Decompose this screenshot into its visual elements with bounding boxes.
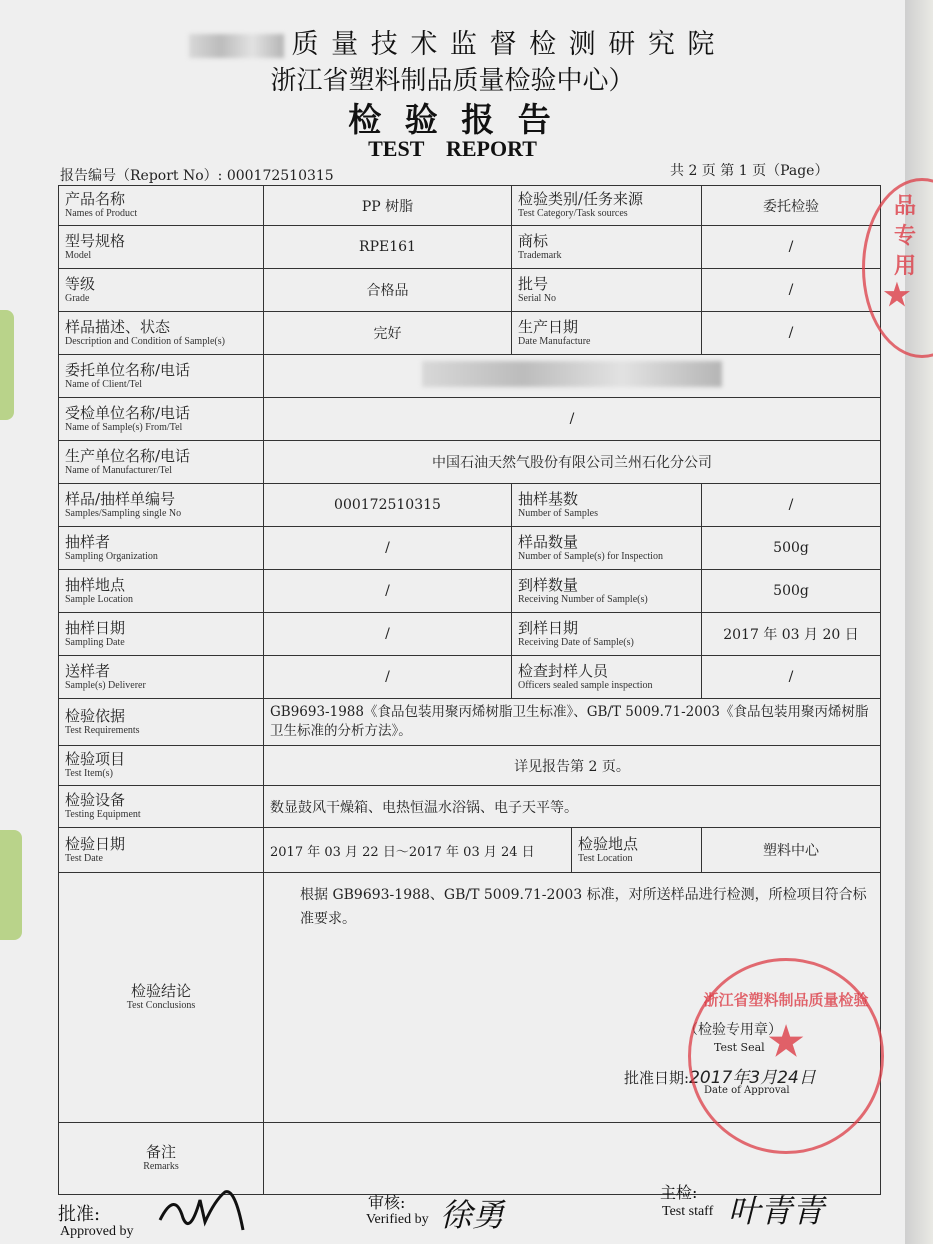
label-en: Test Conclusions: [126, 1000, 196, 1011]
manufacturer-value: 中国石油天然气股份有限公司兰州石化分公司: [264, 441, 881, 484]
client-value: [264, 355, 881, 398]
label-zh: 生产单位名称/电话: [65, 446, 191, 465]
test-items-value: 详见报告第 2 页。: [264, 746, 881, 786]
table-row: [59, 570, 881, 613]
label-cell: [59, 398, 264, 441]
table-row: [59, 786, 881, 828]
label-cell: [59, 527, 264, 570]
label-zh: 抽样日期: [65, 618, 126, 637]
label-zh: 备注: [145, 1143, 176, 1161]
top-seal-text: 品专用: [893, 193, 916, 279]
table-row: [59, 699, 881, 746]
model-value: RPE161: [264, 226, 512, 269]
label-zh: 等级: [65, 274, 96, 293]
sampler-value: /: [264, 527, 512, 570]
table-row: [59, 441, 881, 484]
conclusion-text: 根据 GB9693-1988、GB/T 5009.71-2003 标准，对所送样品进行检测，所检项目符合标准要求。: [300, 887, 867, 927]
label-en: Sampling Date: [65, 636, 125, 648]
label-en: Name of Client/Tel: [65, 378, 143, 390]
report-title-en: TEST REPORT: [368, 136, 537, 161]
label-en: Test Date: [65, 852, 103, 864]
table-row: [59, 746, 881, 786]
test-date-value: 2017 年 03 月 22 日～2017 年 03 月 24 日: [264, 828, 572, 873]
label-en: Test Category/Task sources: [518, 208, 628, 219]
institute-name-text: 质 量 技 术 监 督 检 测 研 究 院: [291, 29, 717, 60]
number-samples-value: /: [702, 484, 881, 527]
label-cell: [59, 699, 264, 746]
label-en: Number of Samples: [518, 507, 598, 519]
staff-label-en: Test staff: [662, 1204, 714, 1219]
test-location-value: 塑料中心: [702, 828, 881, 873]
label-en: Testing Equipment: [65, 809, 141, 820]
quantity-value: 500g: [702, 527, 881, 570]
approved-label-en: Approved by: [60, 1224, 134, 1239]
star-icon: ★: [883, 278, 911, 313]
inspection-seal-stamp: [688, 958, 884, 1154]
sample-from-value: /: [264, 398, 881, 441]
seal-label-zh: （检验专用章）: [684, 1022, 782, 1038]
table-row: [59, 828, 881, 873]
grade-value: 合格品: [264, 269, 512, 312]
category-value: 委托检验: [702, 186, 881, 226]
label-cell: [59, 441, 264, 484]
star-icon: ★: [768, 1018, 804, 1065]
label-zh: 商标: [518, 231, 549, 250]
description-value: 完好: [264, 312, 512, 355]
label-cell: [512, 484, 702, 527]
inspection-seal-text: 浙江省塑料制品质量检验: [703, 991, 869, 1009]
deliverer-value: /: [264, 656, 512, 699]
table-row: [59, 484, 881, 527]
folder-tab-lower: [0, 830, 22, 940]
label-zh: 样品/抽样单编号: [65, 489, 176, 508]
label-zh: 委托单位名称/电话: [65, 360, 191, 379]
seal-label-en: Test Seal: [714, 1041, 765, 1054]
label-en: Receiving Number of Sample(s): [518, 593, 648, 605]
label-zh: 检验项目: [65, 750, 126, 768]
label-en: Sampling Organization: [65, 550, 158, 562]
table-row: [59, 398, 881, 441]
label-cell: [59, 312, 264, 355]
table-row: [59, 186, 881, 226]
label-en: Remarks: [143, 1161, 179, 1172]
label-zh: 检验日期: [65, 834, 126, 853]
report-number: 报告编号（Report No）: 000172510315: [60, 168, 334, 184]
label-zh: 抽样者: [65, 532, 111, 551]
label-cell: [512, 656, 702, 699]
label-cell: [59, 484, 264, 527]
trademark-value: /: [702, 226, 881, 269]
label-cell: [59, 226, 264, 269]
label-cell: [512, 269, 702, 312]
label-cell: [59, 355, 264, 398]
label-zh: 到样数量: [518, 575, 579, 594]
product-value: PP 树脂: [264, 186, 512, 226]
institute-name: [0, 22, 905, 61]
label-cell: [512, 613, 702, 656]
label-cell: [512, 186, 702, 226]
label-en: Grade: [65, 292, 90, 304]
label-cell: [59, 786, 264, 828]
verified-label: 审核:: [368, 1193, 406, 1212]
staff-label: 主检:: [660, 1183, 698, 1202]
officers-value: /: [702, 656, 881, 699]
sample-number-value: 000172510315: [264, 484, 512, 527]
label-zh: 送样者: [65, 661, 111, 680]
label-en: Model: [65, 249, 92, 261]
label-zh: 样品描述、状态: [65, 317, 171, 336]
label-zh: 批号: [518, 274, 549, 293]
label-cell: [59, 828, 264, 873]
label-en: Name of Manufacturer/Tel: [65, 464, 173, 476]
report-title-zh: 检 验 报 告: [348, 100, 557, 139]
redacted-block: [422, 361, 722, 387]
folder-tab: [0, 310, 14, 420]
receiving-number-value: 500g: [702, 570, 881, 613]
label-cell: [59, 613, 264, 656]
label-zh: 抽样地点: [65, 575, 126, 594]
requirements-value: GB9693-1988《食品包装用聚丙烯树脂卫生标准》、GB/T 5009.71-2003《食品包装用聚丙烯树脂卫生标准的分析方法》。: [264, 699, 881, 746]
label-zh: 受检单位名称/电话: [65, 403, 191, 422]
center-name: 浙江省塑料制品质量检验中心）: [270, 66, 635, 96]
label-zh: 样品数量: [518, 532, 579, 551]
table-row: [59, 527, 881, 570]
label-cell: [59, 746, 264, 786]
staff-signature: 叶青青: [728, 1192, 825, 1230]
table-row: [59, 269, 881, 312]
label-cell: [59, 656, 264, 699]
label-en: Officers sealed sample inspection: [518, 679, 653, 691]
label-en: Test Requirements: [65, 724, 140, 736]
label-zh: 检验结论: [130, 982, 191, 1000]
label-zh: 检验类别/任务来源: [518, 190, 644, 208]
label-cell: [512, 527, 702, 570]
label-en: Test Item(s): [65, 768, 113, 779]
approval-date-value: 2017年3月24日: [689, 1068, 816, 1088]
label-en: Trademark: [518, 249, 562, 261]
table-row: [59, 355, 881, 398]
label-cell: [512, 570, 702, 613]
location-value: /: [264, 570, 512, 613]
label-zh: 检查封样人员: [518, 661, 609, 680]
verified-label-en: Verified by: [366, 1212, 429, 1227]
label-en: Description and Condition of Sample(s): [65, 335, 225, 347]
approval-date-label: 批准日期:: [624, 1069, 690, 1087]
label-en: Sample Location: [65, 593, 134, 605]
serial-value: /: [702, 269, 881, 312]
label-cell: [59, 570, 264, 613]
label-zh: 检验依据: [65, 706, 126, 725]
label-cell: [512, 312, 702, 355]
sampling-date-value: /: [264, 613, 512, 656]
page-count: 共 2 页 第 1 页（Page）: [670, 163, 829, 179]
approved-label: 批准:: [58, 1204, 101, 1225]
equipment-value: 数显鼓风干燥箱、电热恒温水浴锅、电子天平等。: [264, 786, 881, 828]
manufacture-date-value: /: [702, 312, 881, 355]
label-en: Names of Product: [65, 208, 138, 219]
label-en: Receiving Date of Sample(s): [518, 636, 634, 648]
table-row: [59, 613, 881, 656]
label-cell: [59, 269, 264, 312]
label-en: Name of Sample(s) From/Tel: [65, 421, 183, 433]
table-row: [59, 226, 881, 269]
label-en: Serial No: [518, 292, 557, 304]
table-row: [59, 656, 881, 699]
label-cell: [512, 226, 702, 269]
verifier-signature: 徐勇: [440, 1196, 505, 1234]
label-en: Sample(s) Deliverer: [65, 679, 146, 691]
label-en: Number of Sample(s) for Inspection: [518, 550, 663, 562]
receiving-date-value: 2017 年 03 月 20 日: [702, 613, 881, 656]
label-zh: 到样日期: [518, 618, 579, 637]
label-zh: 抽样基数: [518, 489, 579, 508]
label-cell: [59, 873, 264, 1123]
approval-date-en: Date of Approval: [704, 1085, 790, 1096]
label-cell: [59, 186, 264, 226]
label-zh: 产品名称: [65, 190, 126, 208]
approver-signature: [155, 1180, 250, 1240]
label-zh: 生产日期: [518, 317, 579, 336]
label-zh: 检验设备: [65, 791, 126, 809]
label-en: Test Location: [578, 852, 633, 864]
label-en: Date Manufacture: [518, 335, 591, 347]
label-zh: 检验地点: [578, 834, 639, 853]
label-en: Samples/Sampling single No: [65, 507, 182, 519]
label-cell: [572, 828, 702, 873]
redacted-block: [189, 34, 284, 58]
table-row: [59, 312, 881, 355]
label-zh: 型号规格: [65, 231, 126, 250]
